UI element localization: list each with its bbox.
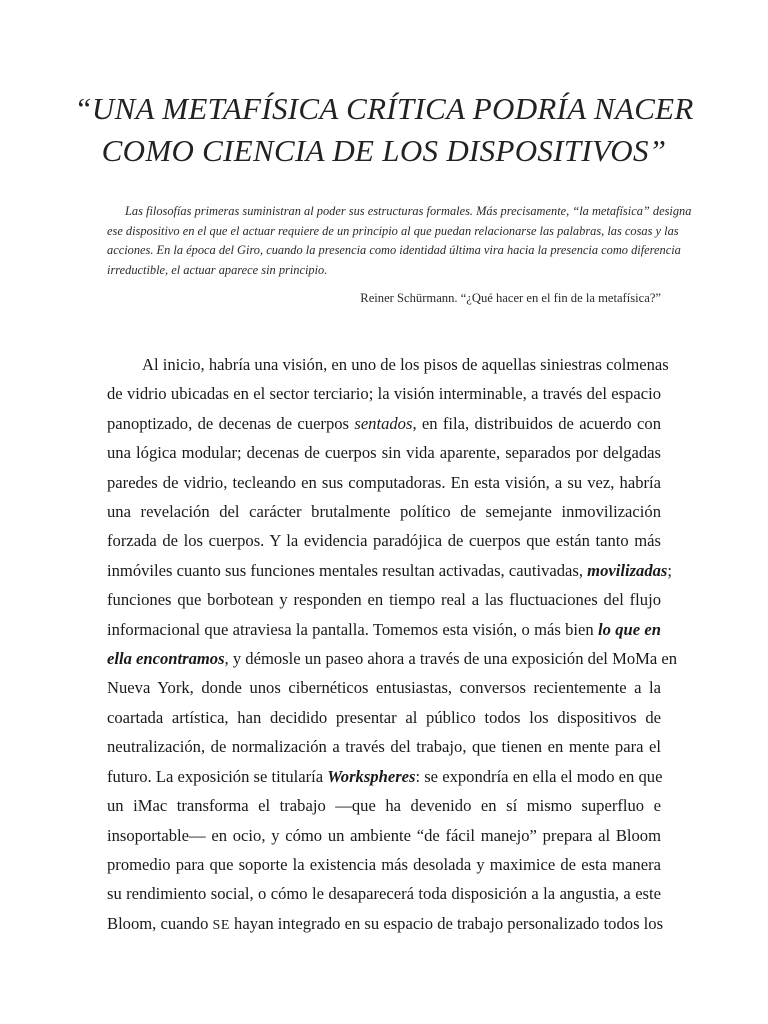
body-line (107, 644, 678, 673)
text-run: futuro. La exposición se titularía (107, 766, 328, 786)
title-line-1: “UNA METAFÍSICA CRÍTICA PODRÍA NACER (74, 91, 694, 126)
epigraph (107, 202, 692, 280)
epigraph-attribution: Reiner Schürmann. “¿Qué hacer en el fin de la metafísica?” (360, 291, 661, 305)
body-line: paredes de vidrio, tecleando en sus computadoras. En esta visión, a su vez, habría (107, 472, 661, 492)
text-run: Bloom, cuando (107, 913, 213, 933)
emphasis: movilizadas (587, 560, 668, 580)
text-run: : se expondría en ella el modo en que (415, 766, 663, 786)
body-line (107, 409, 661, 438)
epigraph-line: acciones. En la época del Giro, cuando la presencia como identidad última vira hacia la presencia como diferencia (107, 243, 681, 257)
body-line: promedio para que soporte la existencia más desolada y maximice de esta manera (107, 854, 661, 874)
body-line: un iMac transforma el trabajo —que ha devenido en sí mismo superfluo e (107, 796, 661, 816)
emphasis: sentados (354, 413, 413, 433)
text-run: inmóviles cuanto sus funciones mentales resultan activadas, cautivadas, (107, 560, 588, 580)
body-line: funciones que borbotean y responden en tiempo real a las fluctuaciones del flujo (107, 590, 661, 610)
text-run: , y démosle un paseo ahora a través de una exposición del MoMa en (224, 649, 678, 669)
body-line: neutralización, de normalización a través del trabajo, que tienen en mente para el (107, 737, 661, 757)
body-line (107, 615, 661, 644)
body-line: una lógica modular; decenas de cuerpos sin vida aparente, separados por delgadas (107, 443, 661, 463)
body-line: de vidrio ubicadas en el sector terciario; la visión interminable, a través del espacio (107, 384, 661, 404)
text-run: informacional que atraviesa la pantalla. Tomemos esta visión, o más bien (107, 619, 598, 639)
text-run: ; (667, 560, 673, 580)
body-line (107, 556, 673, 585)
page-title (0, 88, 768, 172)
emphasis: ella encontramos (107, 649, 225, 669)
text-run: hayan integrado en su espacio de trabajo personalizado todos los (229, 913, 664, 933)
emphasis: lo que en (597, 619, 661, 639)
epigraph-line: irreductible, el actuar aparece sin principio. (107, 262, 328, 277)
epigraph-line: Las filosofías primeras suministran al poder sus estructuras formales. Más precisamente, “la metafísica” designa (125, 204, 692, 218)
body-text (107, 350, 678, 940)
body-line: forzada de los cuerpos. Y la evidencia paradójica de cuerpos que están tanto más (107, 531, 661, 551)
title-line-2: COMO CIENCIA DE LOS DISPOSITIVOS” (101, 133, 667, 168)
body-line: una revelación del carácter brutalmente político de semejante inmovilización (107, 502, 661, 522)
body-line: su rendimiento social, o cómo le desaparecerá toda disposición a la angustia, a este (107, 884, 661, 904)
body-line (107, 762, 661, 791)
body-line (107, 909, 664, 940)
emphasis: Workspheres (327, 766, 416, 786)
small-caps-text: SE (212, 917, 230, 933)
body-line: insoportable— en ocio, y cómo un ambiente “de fácil manejo” prepara al Bloom (107, 825, 661, 845)
text-run: , en fila, distribuidos de acuerdo con (412, 413, 661, 433)
body-line: coartada artística, han decidido presentar al público todos los dispositivos de (107, 707, 661, 727)
epigraph-line: ese dispositivo en el que el actuar requiere de un principio al que puedan relacionarse las palabras, las cosas y las (107, 223, 679, 238)
body-line: Al inicio, habría una visión, en uno de los pisos de aquellas siniestras colmenas (142, 355, 669, 374)
text-run: panoptizado, de decenas de cuerpos (107, 413, 355, 433)
body-line: Nueva York, donde unos cibernéticos entusiastas, conversos recientemente a la (107, 678, 661, 698)
